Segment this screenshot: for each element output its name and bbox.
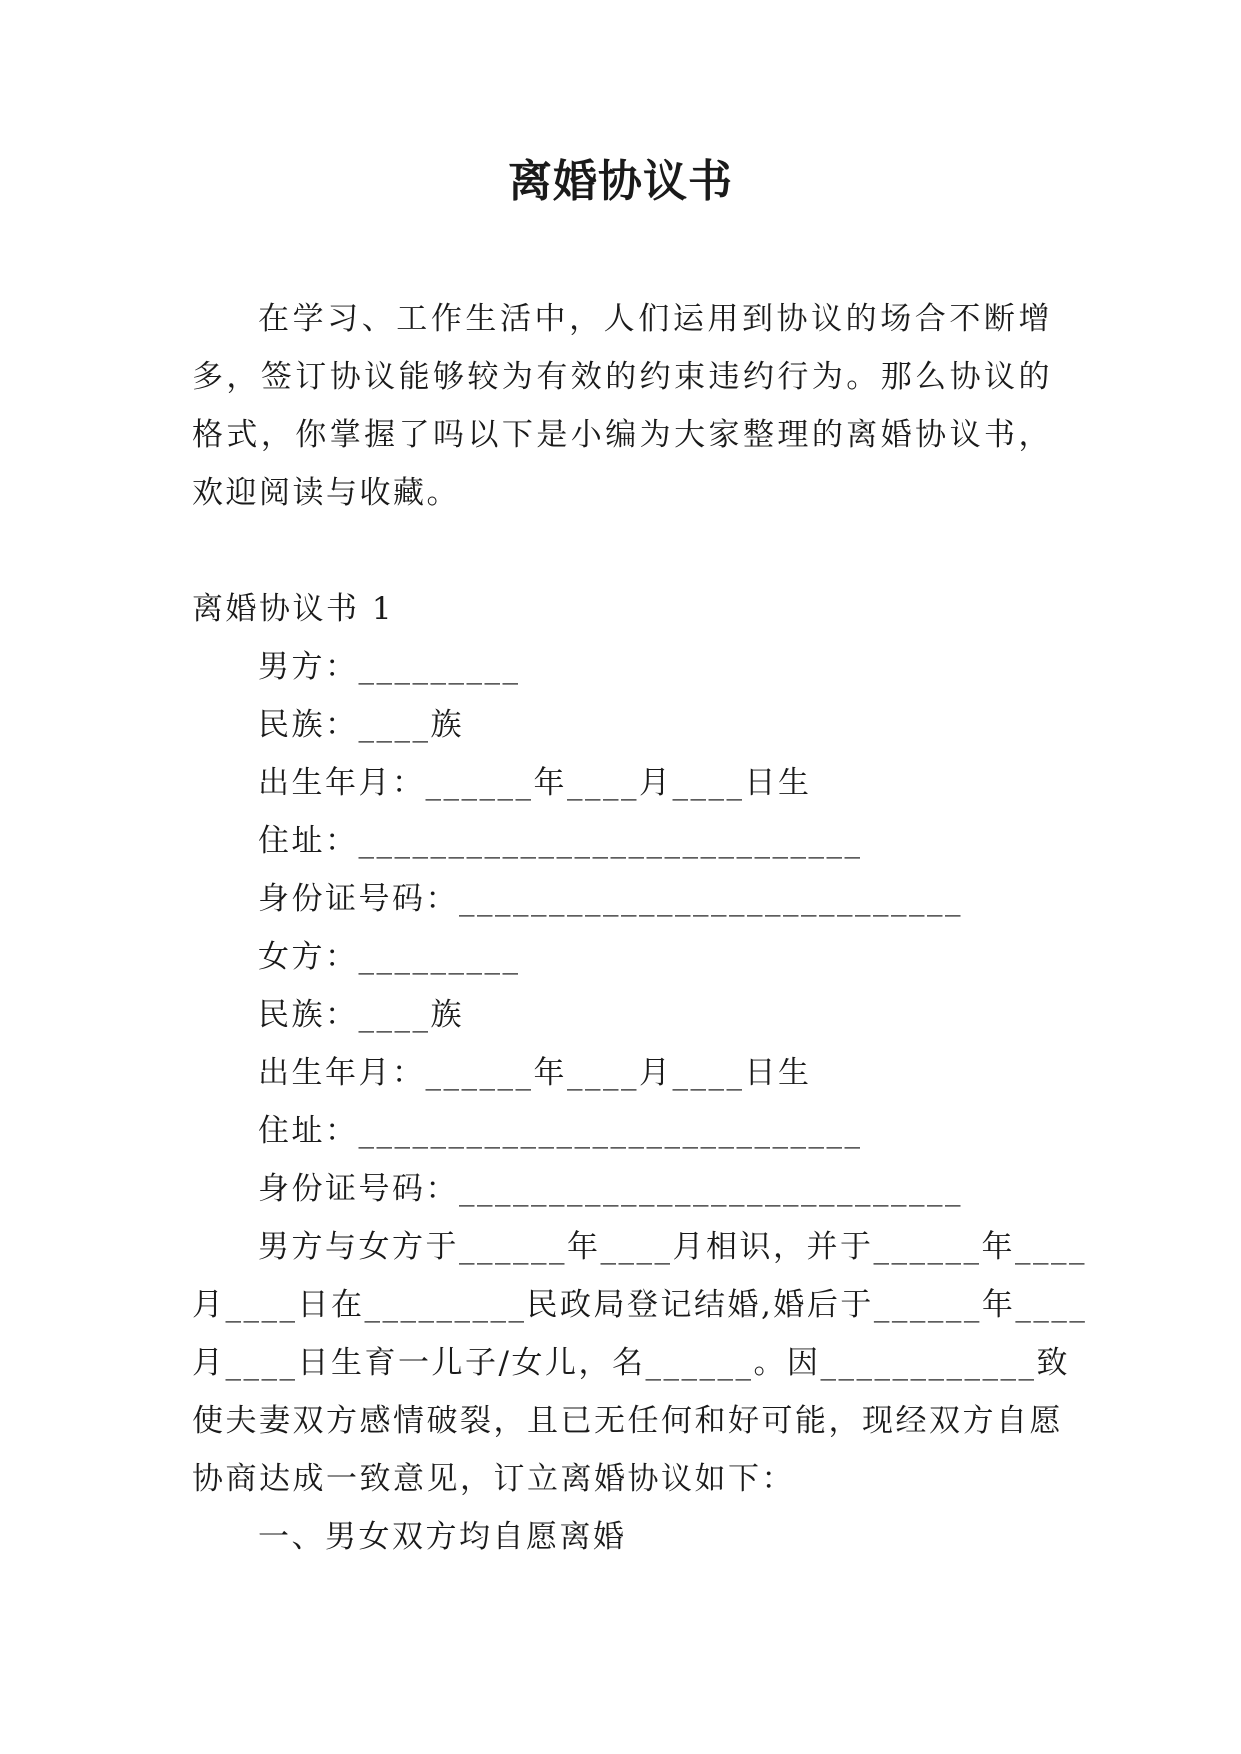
female-address-field: 住址：____________________________ [258,1113,863,1149]
male-id-number-field: 身份证号码：____________________________ [258,881,963,917]
female-name-field: 女方：_________ [258,939,521,975]
statement-line-1: 男方与女方于______年____月相识，并于______年____ [258,1229,1087,1265]
section-heading: 离婚协议书 1 [192,591,395,627]
paragraph-spacer [192,522,1052,580]
female-id-number-field: 身份证号码：____________________________ [258,1171,963,1207]
male-name-field: 男方：_________ [258,649,521,685]
statement-line-3: 月____日生育一儿子/女儿，名______。因____________致 [192,1345,1070,1381]
male-ethnicity-field: 民族：____族 [258,707,464,743]
female-ethnicity-field: 民族：____族 [258,997,464,1033]
statement-line-2: 月____日在_________民政局登记结婚,婚后于______年____ [192,1287,1088,1323]
clause-1: 一、男女双方均自愿离婚 [258,1519,627,1555]
statement-line-5: 协商达成一致意见，订立离婚协议如下： [192,1461,795,1497]
female-birthdate-field: 出生年月：______年____月____日生 [258,1055,812,1091]
document-title: 离婚协议书 [508,156,733,207]
statement-line-4: 使夫妻双方感情破裂，且已无任何和好可能，现经双方自愿 [192,1403,1063,1439]
male-birthdate-field: 出生年月：______年____月____日生 [258,765,812,801]
intro-paragraph: 在学习、工作生活中，人们运用到协议的场合不断增多，签订协议能够较为有效的约束违约行为。那么协议的格式，你掌握了吗以下是小编为大家整理的离婚协议书，欢迎阅读与收藏。 [192,301,1052,511]
document-body [192,290,1088,1566]
male-address-field: 住址：____________________________ [258,823,863,859]
